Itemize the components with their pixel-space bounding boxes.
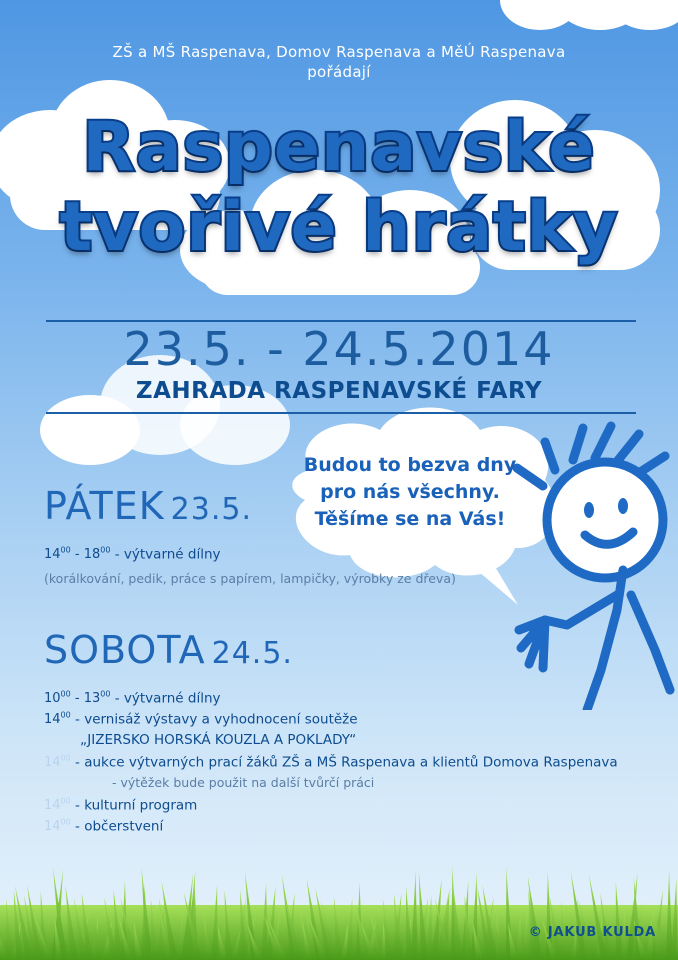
title-line-2: tvořivé hrátky: [59, 188, 619, 267]
saturday-item: $14^{00}$ - aukce výtvarných prací žáků ZŠ a MŠ Raspenava a klientů Domova Raspenava: [44, 754, 618, 771]
organizers-line: ZŠ a MŠ Raspenava, Domov Raspenava a MěÚ Raspenava: [112, 43, 566, 61]
item-text: výtvarné dílny: [123, 690, 221, 707]
saturday-item: $10^{00} - 13^{00}$ - výtvarné dílny: [44, 690, 221, 707]
photo-credit: © JAKUB KULDA: [528, 925, 656, 940]
item-text: občerstvení: [84, 818, 164, 835]
time-sup: 00: [100, 546, 111, 555]
item-text: vernisáž výstavy a vyhodnocení soutěže: [84, 711, 358, 728]
stick-figure-illustration: [505, 420, 678, 710]
time: 14: [44, 798, 61, 814]
friday-note: (korálkování, pedik, práce s papírem, lampičky, výrobky ze dřeva): [44, 571, 456, 586]
saturday-item: $14^{00}$ - kulturní program: [44, 797, 198, 814]
saturday-heading: [44, 628, 293, 672]
saturday-item: $14^{00}$ - občerstvení: [44, 818, 164, 835]
friday-name: PÁTEK: [44, 484, 165, 528]
time-sup: 00: [60, 690, 71, 699]
friday-date: 23.5.: [170, 492, 253, 527]
cloud-top-right: [490, 0, 678, 40]
item-text: kulturní program: [84, 797, 198, 814]
time: 14: [44, 547, 61, 563]
time: 13: [83, 691, 101, 707]
time-sup: 00: [100, 690, 111, 699]
time: 18: [83, 547, 101, 563]
divider-bottom: [46, 412, 636, 414]
time-sup: 00: [60, 546, 71, 555]
bubble-line-3: Těšíme se na Vás!: [314, 508, 506, 530]
time: 14: [44, 712, 61, 728]
saturday-item-note: - výtěžek bude použit na další tvůrčí práci: [112, 775, 375, 790]
friday-heading: [44, 484, 252, 528]
item-text: aukce výtvarných prací žáků ZŠ a MŠ Raspenava a klientů Domova Raspenava: [84, 754, 618, 771]
bubble-line-2: pro nás všechny.: [320, 481, 500, 503]
saturday-item-subtitle: „JIZERSKO HORSKÁ KOUZLA A POKLADY“: [80, 732, 357, 748]
friday-item: $14^{00} - 18^{00}$ - výtvarné dílny: [44, 546, 221, 563]
saturday-item: $14^{00}$ - vernisáž výstavy a vyhodnocení soutěže: [44, 711, 358, 728]
grass-illustration: [0, 835, 678, 960]
time-sup: 00: [60, 754, 71, 763]
organizers-verb: pořádají: [307, 63, 371, 81]
bubble-text: [290, 452, 530, 533]
title-line-1: Raspenavské: [82, 108, 596, 187]
time: 14: [44, 819, 61, 835]
time: 10: [44, 691, 61, 707]
event-venue: ZAHRADA RASPENAVSKÉ FARY: [135, 378, 543, 404]
saturday-name: SOBOTA: [44, 628, 206, 672]
item-text: výtvarné dílny: [123, 546, 221, 563]
bubble-line-1: Budou to bezva dny: [303, 454, 517, 476]
time-sup: 00: [60, 797, 71, 806]
event-dates: 23.5. - 24.5.2014: [123, 322, 555, 376]
time: 14: [44, 755, 61, 771]
time-sup: 00: [60, 711, 71, 720]
saturday-date: 24.5.: [211, 636, 293, 671]
time-sup: 00: [60, 818, 71, 827]
